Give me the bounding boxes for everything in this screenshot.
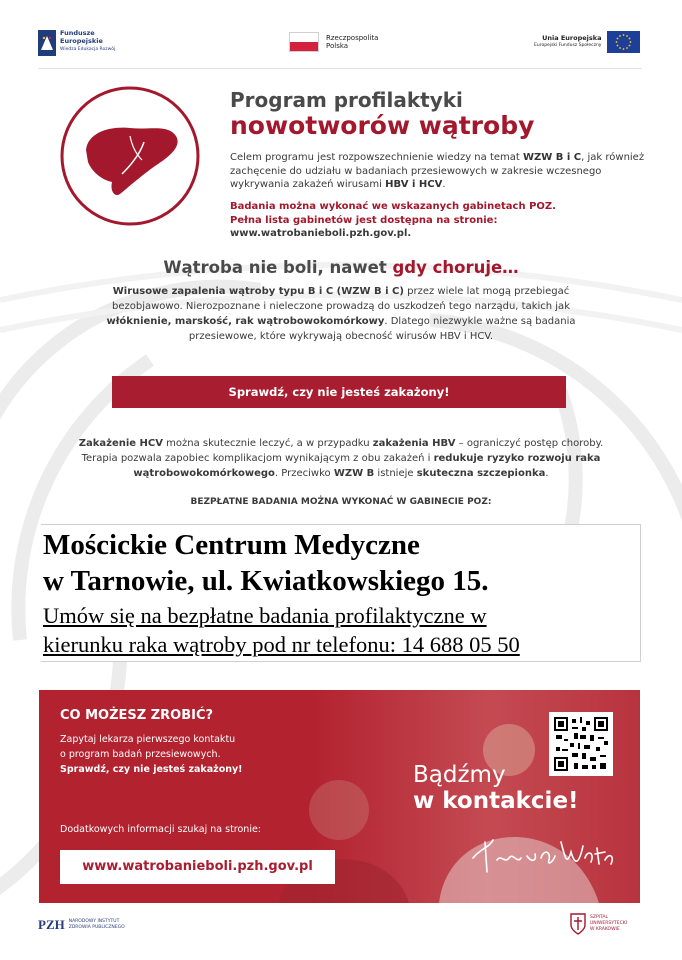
ue-logo-line1: Unia Europejska <box>542 33 602 42</box>
clinic-appointment-line1: Umów się na bezpłatne badania profilaktyczne w <box>43 603 487 628</box>
pzh-mark: PZH <box>38 917 65 932</box>
fundusze-europejskie-logo <box>38 30 115 56</box>
fe-logo-line1: Fundusze <box>60 29 95 37</box>
note-url[interactable]: www.watrobanieboli.pzh.gov.pl. <box>230 228 412 239</box>
heading-part-2: gdy choruje… <box>392 258 519 277</box>
heading-part-1: Wątroba nie boli, nawet <box>163 258 393 277</box>
para2-bold-3: redukuje ryzyko rozwoju raka wątrobowokomórkowego <box>133 453 601 479</box>
hepatitis-paragraph <box>78 284 604 344</box>
intro-bold-2: HBV i HCV <box>385 179 443 190</box>
panel-line2: o program badań przesiewowych. <box>60 749 221 760</box>
ue-logo-sub: Europejski Fundusz Społeczny <box>534 43 602 48</box>
panel-line3: Sprawdź, czy nie jesteś zakażony! <box>60 764 243 775</box>
para2-bold-2: zakażenia HBV <box>372 438 456 449</box>
check-infection-banner: Sprawdź, czy nie jesteś zakażony! <box>112 376 566 408</box>
panel-more-info: Dodatkowych informacji szukaj na stronie: <box>60 824 262 835</box>
panel-heading: CO MOŻESZ ZROBIĆ? <box>60 708 214 723</box>
pzh-text-2: ZDROWIA PUBLICZNEGO <box>68 925 125 930</box>
free-tests-label: BEZPŁATNE BADANIA MOŻNA WYKONAĆ W GABINECIE POZ: <box>190 497 492 507</box>
rp-logo-line1: Rzeczpospolita <box>326 34 379 42</box>
para2-bold-5: skuteczna szczepionka <box>416 468 546 479</box>
szpital-text-1: SZPITAL <box>590 915 608 920</box>
szpital-uniwersytecki-logo <box>570 913 627 935</box>
para2-bold-4: WZW B <box>333 468 375 479</box>
szpital-text-3: W KRAKOWIE <box>590 927 620 932</box>
para1-bold-2: włóknienie, marskość, rak wątrobowokomórkowy <box>106 316 385 327</box>
qr-code-icon[interactable] <box>549 712 613 776</box>
clinic-address: w Tarnowie, ul. Kwiatkowskiego 15. <box>43 565 489 597</box>
treatment-paragraph <box>70 436 612 481</box>
intro-bold-1: WZW B i C <box>522 152 582 163</box>
clinic-box <box>41 524 641 662</box>
para2-bold-1: Zakażenie HCV <box>78 438 163 449</box>
clinic-name: Mościckie Centrum Medyczne <box>43 529 420 561</box>
fe-logo-sub: Wiedza Edukacja Rozwój <box>60 47 116 52</box>
contact-panel <box>39 690 640 903</box>
polish-flag-icon <box>289 32 319 52</box>
note-line2: Pełna lista gabinetów jest dostępna na stronie: <box>230 214 498 226</box>
intro-text-1: Celem programu jest rozpowszechnienie wiedzy na temat <box>230 152 523 163</box>
website-link[interactable]: www.watrobanieboli.pzh.gov.pl <box>60 850 335 884</box>
fe-logo-line2: Europejskie <box>60 36 103 45</box>
title-line2: nowotworów wątroby <box>230 111 535 140</box>
eu-flag-icon <box>607 31 640 53</box>
intro-text-3: . <box>442 179 446 190</box>
intro-text-2: , jak również zachęcenie do udziału w badaniach przesiewowych w zakresie wczesnego wykrywania zakażeń wirusami <box>230 152 645 190</box>
poz-note <box>230 200 650 241</box>
rp-logo-line2: Polska <box>326 42 349 50</box>
pzh-logo <box>38 917 125 933</box>
para1-bold-1: Wirusowe zapalenia wątroby typu B i C (WZW B i C) <box>112 286 404 297</box>
liver-icon <box>58 84 202 228</box>
para1-text-2: . Dlatego niezwykle ważne są badania przesiewowe, które wykrywają obecność wirusów HBV i HCV. <box>188 316 576 342</box>
slogan-line2: w kontakcie! <box>413 788 579 814</box>
slogan-line1: Bądźmy <box>413 762 506 788</box>
eu-funds-icon <box>38 30 56 56</box>
unia-europejska-logo <box>534 31 640 53</box>
para2-text-1: można skutecznie leczyć, a w przypadku <box>163 438 373 449</box>
szpital-text-2: UNIWERSYTECKI <box>590 921 628 926</box>
panel-text <box>60 732 310 777</box>
para1-text-1: przez wiele lat mogą przebiegać bezobjawowo. Nierozpoznane i nieleczone prowadzą do uszkodzeń tego narządu, takich jak <box>112 286 570 312</box>
section-heading <box>0 258 682 277</box>
para2-text-3: . Przeciwko <box>274 468 334 479</box>
hospital-crest-icon <box>570 913 586 935</box>
note-line1: Badania można wykonać we wskazanych gabinetach POZ. <box>230 201 556 212</box>
title-line1: Program profilaktyki <box>230 88 463 112</box>
para2-text-4: istnieje <box>374 468 417 479</box>
panel-line1: Zapytaj lekarza pierwszego kontaktu <box>60 734 236 745</box>
pzh-text-1: NARODOWY INSTYTUT <box>68 919 120 924</box>
intro-paragraph <box>230 151 650 192</box>
para2-text-5: . <box>545 468 549 479</box>
twoja-watroba-signature <box>467 818 617 884</box>
rzeczpospolita-logo <box>289 32 378 52</box>
clinic-appointment-line2: kierunku raka wątroby pod nr telefonu: 14 688 05 50 <box>43 632 520 657</box>
header-divider <box>38 68 642 69</box>
para2-text-2: – ograniczyć postęp choroby. Terapia pozwala zapobiec komplikacjom wynikającym z obu zakażeń i <box>81 438 604 464</box>
